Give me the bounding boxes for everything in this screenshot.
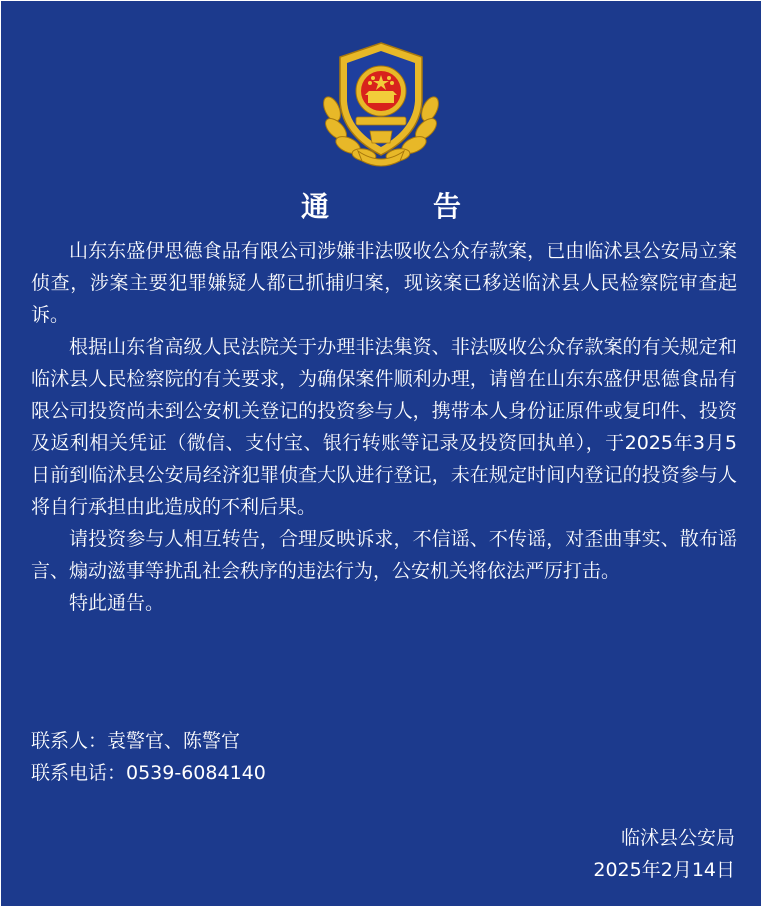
issuer-name: 临沭县公安局 <box>620 827 735 849</box>
notice-body <box>31 235 737 619</box>
contact-phone: 联系电话：0539-6084140 <box>31 762 266 784</box>
issue-date: 2025年2月14日 <box>593 859 735 881</box>
paragraph-case-info: 山东东盛伊思德食品有限公司涉嫌非法吸收公众存款案，已由临沭县公安局立案侦查，涉案主要犯罪嫌疑人都已抓捕归案，现该案已移送临沭县人民检察院审查起诉。 <box>31 240 737 326</box>
contact-info <box>31 725 266 789</box>
notice-title: 通 告 <box>300 190 499 223</box>
paragraph-warning: 请投资参与人相互转告，合理反映诉求，不信谣、不传谣，对歪曲事实、散布谣言、煽动滋事等扰乱社会秩序的违法行为，公安机关将依法严厉打击。 <box>31 528 737 582</box>
contact-person: 联系人：袁警官、陈警官 <box>31 730 241 752</box>
notice-page <box>1 1 761 906</box>
paragraph-closing: 特此通告。 <box>69 592 165 614</box>
paragraph-registration-request: 根据山东省高级人民法院关于办理非法集资、非法吸收公众存款案的有关规定和临沭县人民检察院的有关要求，为确保案件顺利办理，请曾在山东东盛伊思德食品有限公司投资尚未到公安机关登记的投资参与人，携带本人身份证原件或复印件、投资及返利相关凭证（微信、支付宝、银行转账等记录及投资回执单），于2025年3月5日前到临沭县公安局经济犯罪侦查大队进行登记，未在规定时间内登记的投资参与人将自行承担由此造成的不利后果。 <box>31 336 737 518</box>
police-emblem-icon <box>318 39 444 167</box>
signature-block <box>593 822 735 886</box>
